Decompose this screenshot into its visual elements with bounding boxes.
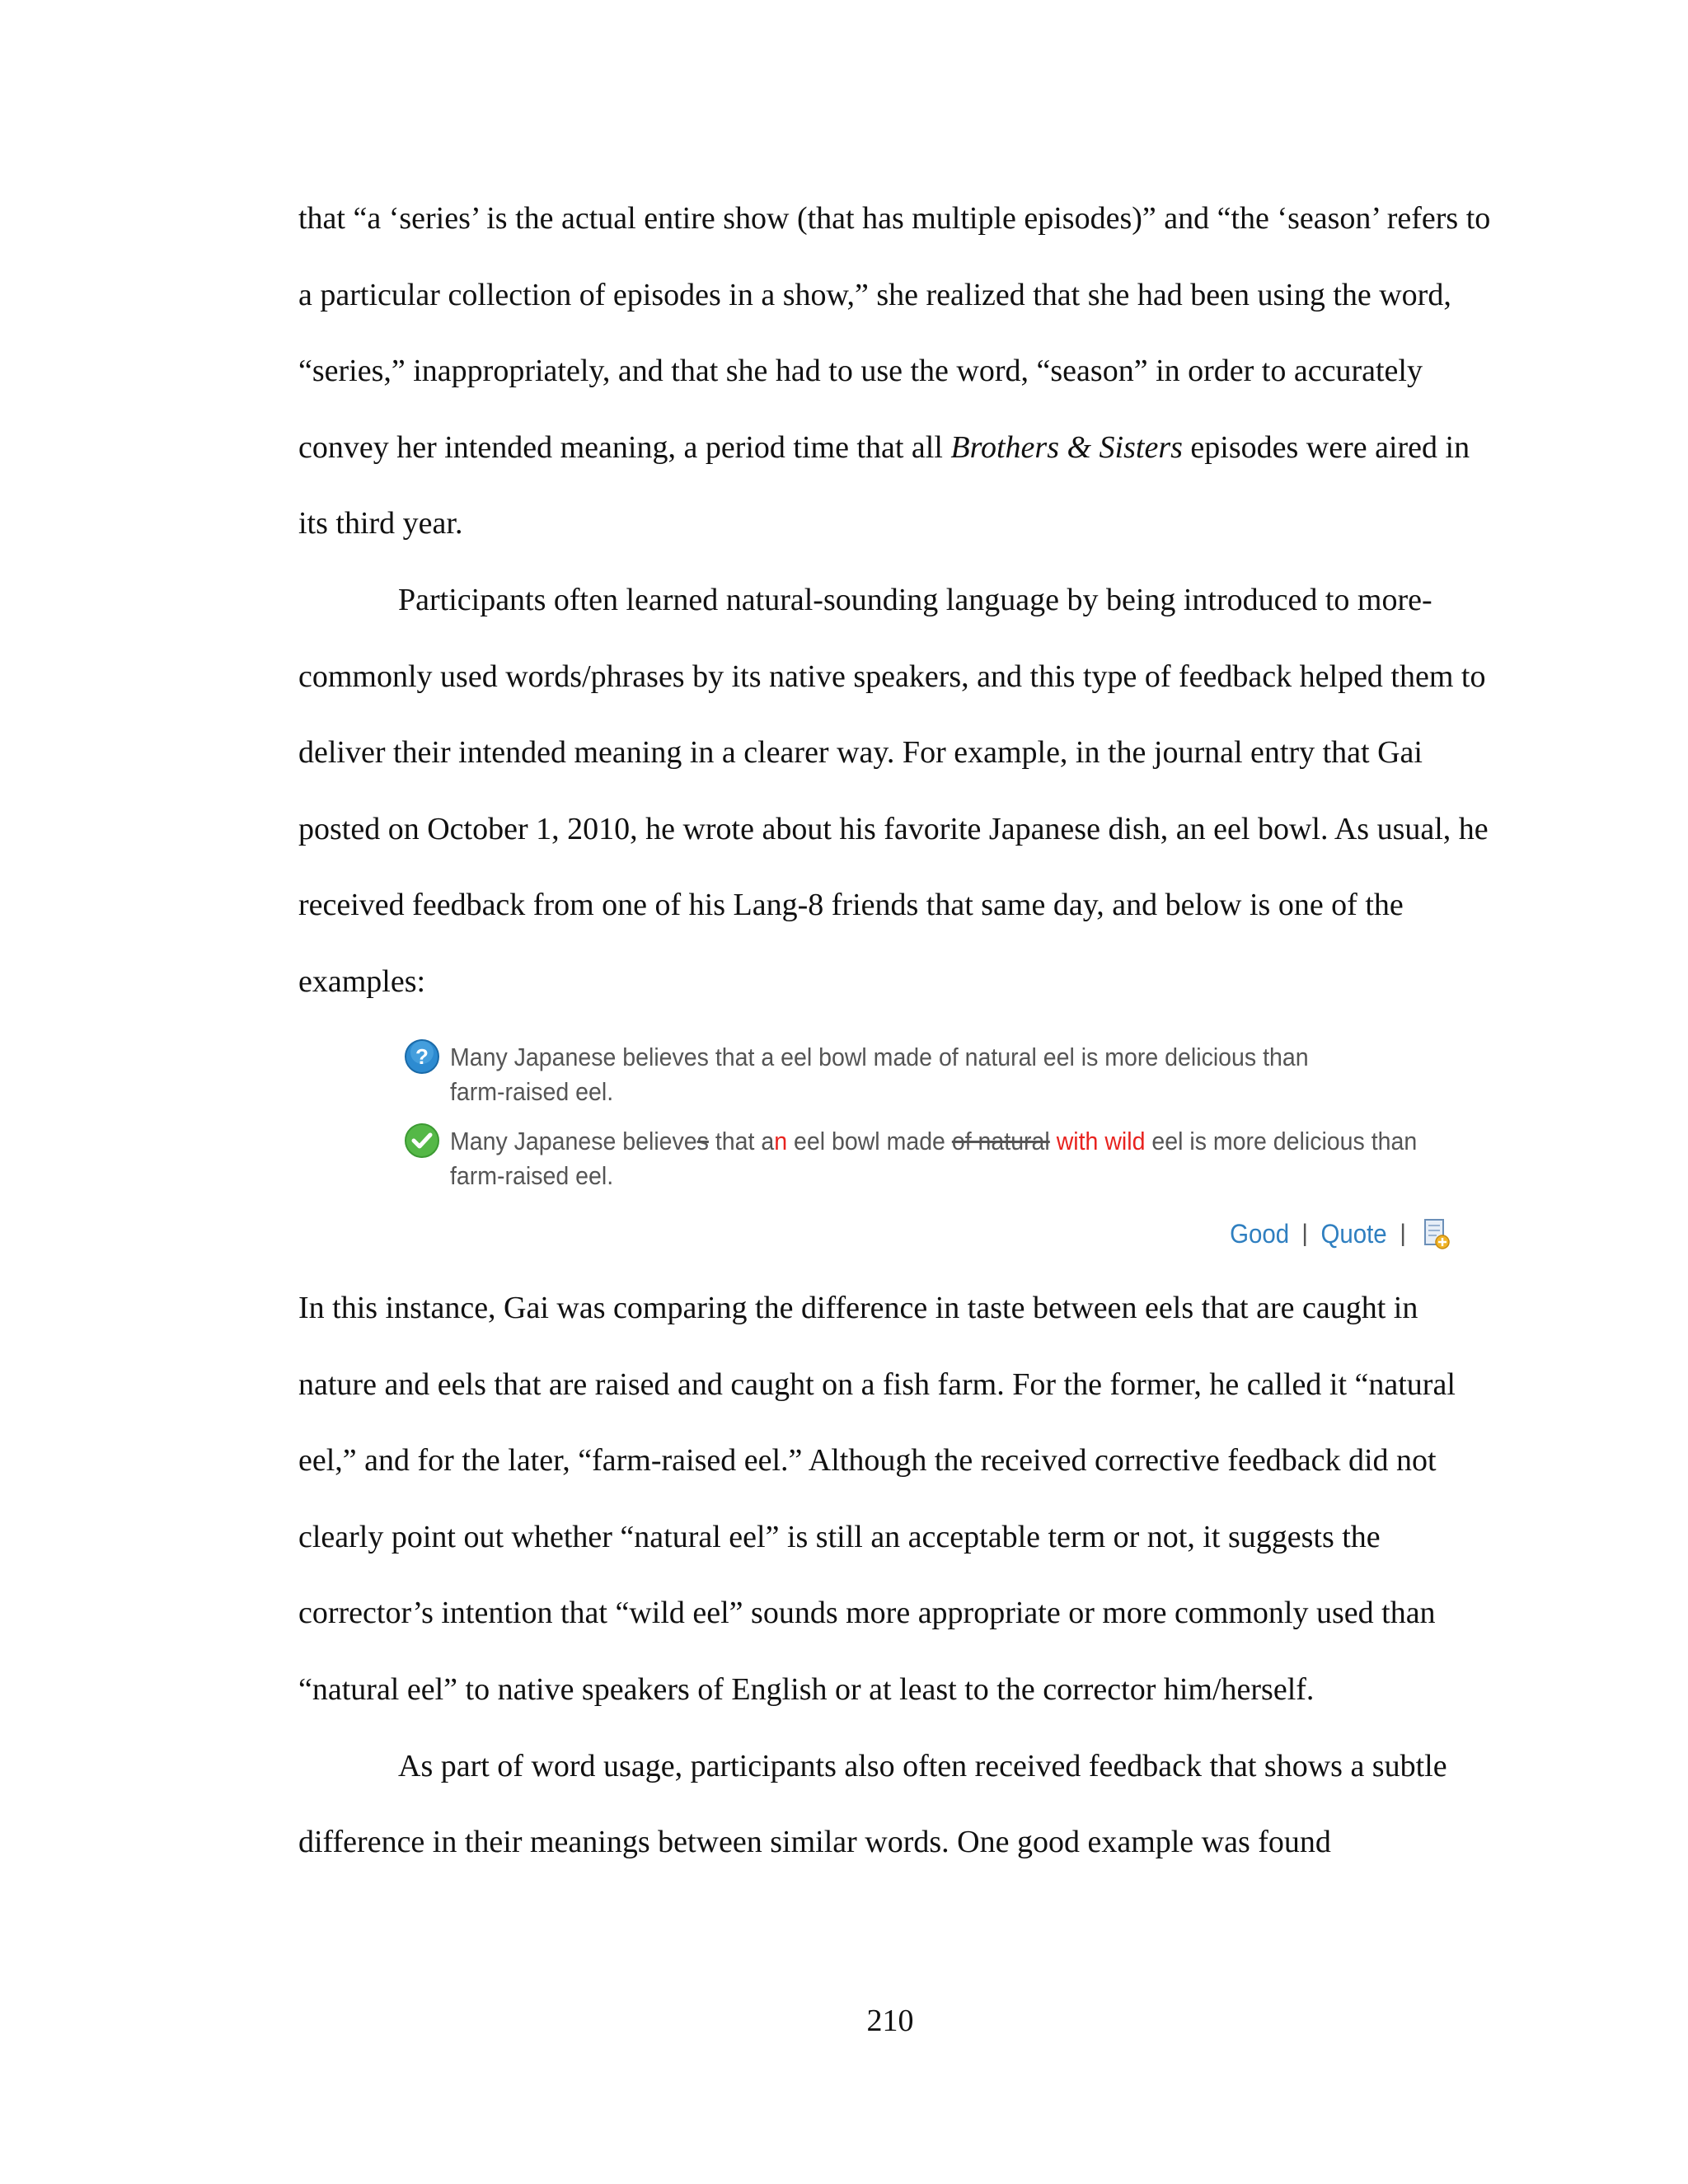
text-segment: As part of word usage, participants also often received feedback that shows a subtle difference in their meanings between similar words. One good example was found <box>298 1748 1447 1860</box>
corrected-segment: eel bowl made <box>787 1127 952 1155</box>
paragraph <box>298 1728 1493 1881</box>
body-text-top <box>298 180 1493 1020</box>
paragraph <box>298 1270 1493 1728</box>
corrected-sentence <box>450 1124 1418 1193</box>
quote-link[interactable]: Quote <box>1320 1218 1387 1249</box>
inserted-text: n <box>774 1127 788 1155</box>
text-segment: In this instance, Gai was comparing the difference in taste between eels that are caught in nature and eels that are raised and caught on a fish farm. For the former, he called it “natural eel,” and for the later, “farm-raised eel.” Although the received corrective feedback did not clearly point out whether “natural eel” is still an acceptable term or not, it suggests the corrector’s intention that “wild eel” sounds more appropriate or more commonly used than “natural eel” to native speakers of English or at least to the corrector him/herself. <box>298 1291 1456 1707</box>
separator: | <box>1400 1220 1406 1247</box>
paragraph <box>298 562 1493 1020</box>
svg-text:?: ? <box>415 1044 429 1069</box>
deleted-text: s <box>696 1127 709 1155</box>
corrected-line-1 <box>450 1124 1418 1159</box>
page-number: 210 <box>866 2004 914 2038</box>
corrected-segment: Many Japanese believe <box>450 1127 697 1155</box>
corrected-line-2: farm-raised eel. <box>450 1161 614 1190</box>
original-line-2: farm-raised eel. <box>450 1077 614 1106</box>
good-link[interactable]: Good <box>1230 1218 1290 1249</box>
correction-figure <box>396 1032 1467 1256</box>
original-line-1: Many Japanese believes that a eel bowl made of natural eel is more delicious than <box>450 1043 1309 1071</box>
italic-title: Brothers & Sisters <box>950 429 1183 465</box>
corrected-segment: that a <box>708 1127 775 1155</box>
checkmark-icon <box>404 1122 440 1159</box>
question-icon <box>404 1038 440 1075</box>
text-segment: that “a ‘series’ is the actual entire show (that has multiple episodes)” and “the ‘season’ refers to a particular collection of episodes in a show,” she realized that she had been using the word, “series,” inappropriately, and that she had to use the word, “season” in order to accurately convey her intended meaning, a period time that all <box>298 201 1491 465</box>
inserted-text: with wild <box>1056 1127 1146 1155</box>
text-segment: Participants often learned natural-sounding language by being introduced to more-commonly used words/phrases by its native speakers, and this type of feedback helped them to deliver their intended meaning in a clearer way. For example, in the journal entry that Gai posted on October 1, 2010, he wrote about his favorite Japanese dish, an eel bowl. As usual, he received feedback from one of his Lang-8 friends that same day, and below is one of the examples: <box>298 582 1489 999</box>
deleted-text: of natural <box>951 1127 1050 1155</box>
corrected-segment <box>1050 1127 1057 1155</box>
feedback-actions <box>1227 1215 1451 1253</box>
bookmark-add-icon[interactable] <box>1423 1217 1451 1250</box>
original-sentence <box>450 1040 1390 1109</box>
text-segment: episodes were aired in its third year. <box>298 429 1470 541</box>
separator: | <box>1301 1220 1309 1247</box>
body-text-bottom <box>298 1270 1493 1881</box>
paragraph <box>298 180 1493 562</box>
corrected-segment: eel is more delicious than <box>1145 1127 1418 1155</box>
